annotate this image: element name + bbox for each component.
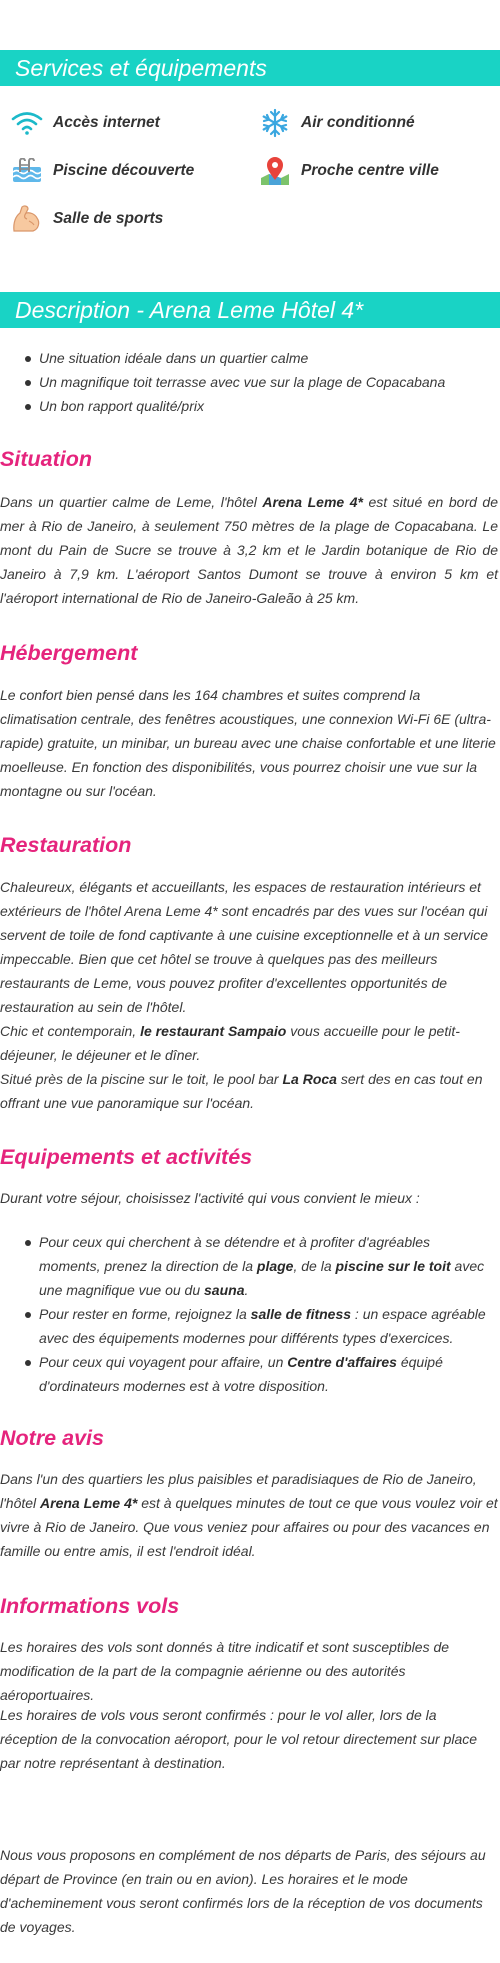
hotel-name: Arena Leme 4*: [262, 494, 363, 510]
service-label: Accès internet: [53, 114, 160, 131]
service-item-gym: [10, 204, 163, 234]
wifi-icon: [10, 108, 44, 138]
vols-text-1: Les horaires des vols sont donnés à titre indicatif et sont susceptibles de modification de la part de la compagnie aérienne ou des autorités aéroportuaires.: [0, 1639, 450, 1703]
service-label: Piscine découverte: [53, 162, 195, 179]
services-title: Services et équipements: [15, 55, 267, 81]
highlights-list: [0, 346, 500, 418]
map-pin-icon: [258, 156, 292, 186]
pool-icon: [10, 156, 44, 186]
vols-text-3: Nous vous proposons en complément de nos départs de Paris, des séjours au départ de Province (en train ou en avion). Les horaires et le mode d'acheminement vous seront confirmés lors de la réception de vos documents de voyages.: [0, 1847, 486, 1935]
description-header: [0, 292, 500, 328]
vols-text-2: Les horaires de vols vous seront confirmés : pour le vol aller, lors de la réception de la convocation aéroport, pour le vol retour directement sur place par notre représentant à destination.: [0, 1707, 478, 1771]
restauration-paragraph: Chic et contemporain, le restaurant Sampaio vous accueille pour le petit-déjeuner, le déjeuner et le dîner.: [0, 1023, 460, 1063]
service-item-city-center: [258, 156, 439, 186]
snowflake-icon: [258, 108, 292, 138]
restauration-paragraph: Chaleureux, élégants et accueillants, les espaces de restauration intérieurs et extérieurs de l'hôtel Arena Leme 4* sont encadrés par des vues sur l'océan qui servent de toile de fond captivante à une cuisine exceptionnelle et à un service impeccable. Bien que cet hôtel se trouve à quelques pas des meilleurs restaurants de Leme, vous pouvez profiter d'excellentes opportunités de restauration au sein de l'hôtel.: [0, 879, 488, 1015]
muscle-icon: [10, 204, 44, 234]
equipements-intro: Durant votre séjour, choisissez l'activité qui vous convient le mieux :: [0, 1190, 420, 1206]
description-title: Description - Arena Leme Hôtel 4*: [15, 297, 364, 323]
service-label: Air conditionné: [301, 114, 415, 131]
list-item: Pour rester en forme, rejoignez la salle de fitness : un espace agréable avec des équipements modernes pour différents types d'exercices.: [0, 1302, 500, 1350]
avis-heading: Notre avis: [0, 1426, 104, 1450]
situation-heading: Situation: [0, 447, 92, 471]
list-item: Un magnifique toit terrasse avec vue sur la plage de Copacabana: [0, 370, 500, 394]
restauration-paragraph: Situé près de la piscine sur le toit, le pool bar La Roca sert des en cas tout en offrant une vue panoramique sur l'océan.: [0, 1071, 483, 1111]
services-header: [0, 50, 500, 86]
situation-text: Dans un quartier calme de Leme, l'hôtel Arena Leme 4* est situé en bord de mer à Rio de Janeiro, à seulement 750 mètres de la plage de Copacabana. Le mont du Pain de Sucre se trouve à 3,2 km et le Jardin botanique de Rio de Janeiro à 7,9 km. L'aéroport Santos Dumont se trouve à environ 5 km et l'aéroport international de Rio de Janeiro-Galeão à 25 km.: [0, 494, 498, 606]
restauration-heading: Restauration: [0, 833, 132, 857]
hebergement-text: Le confort bien pensé dans les 164 chambres et suites comprend la climatisation centrale, des fenêtres acoustiques, une connexion Wi-Fi 6E (ultra-rapide) gratuite, un minibar, un bureau avec une chaise confortable et une literie moelleuse. En fonction des disponibilités, vous pourrez choisir une vue sur la montagne ou sur l'océan.: [0, 687, 496, 799]
list-item: Pour ceux qui voyagent pour affaire, un Centre d'affaires équipé d'ordinateurs modernes est à votre disposition.: [0, 1350, 500, 1398]
hebergement-heading: Hébergement: [0, 641, 138, 665]
service-label: Proche centre ville: [301, 162, 439, 179]
avis-text: Dans l'un des quartiers les plus paisibles et paradisiaques de Rio de Janeiro, l'hôtel Arena Leme 4* est à quelques minutes de tout ce que vous voulez voir et vivre à Rio de Janeiro. Que vous veniez pour affaires ou pour des vacances en famille ou entre amis, il est l'endroit idéal.: [0, 1471, 498, 1559]
service-item-air-conditioning: [258, 108, 415, 138]
list-item: Pour ceux qui cherchent à se détendre et à profiter d'agréables moments, prenez la direction de la plage, de la piscine sur le toit avec une magnifique vue ou du sauna.: [0, 1230, 500, 1302]
restauration-text: [0, 875, 500, 1115]
equipements-heading: Equipements et activités: [0, 1145, 253, 1169]
list-item: Un bon rapport qualité/prix: [0, 394, 500, 418]
service-item-pool: [10, 156, 194, 186]
list-item: Une situation idéale dans un quartier calme: [0, 346, 500, 370]
service-label: Salle de sports: [53, 210, 164, 227]
service-item-internet: [10, 108, 160, 138]
equipements-list: [0, 1230, 500, 1398]
vols-heading: Informations vols: [0, 1594, 180, 1618]
